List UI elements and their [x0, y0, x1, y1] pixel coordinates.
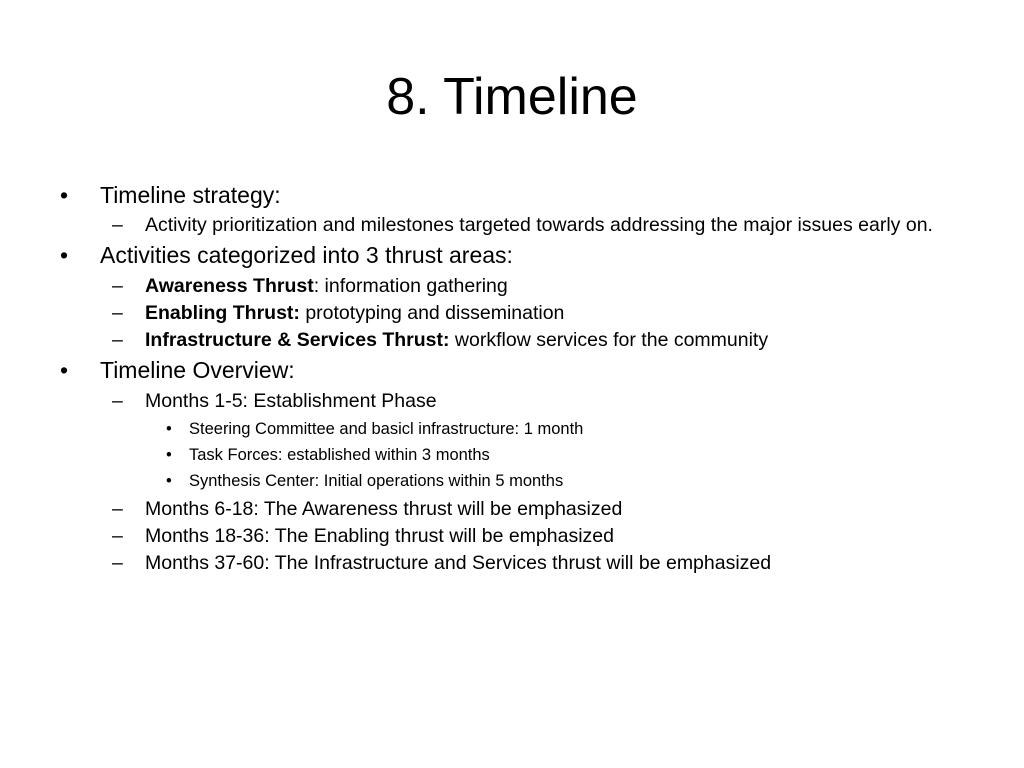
bullet-item	[60, 180, 960, 211]
bullet-icon: •	[60, 357, 69, 383]
bullet-icon: •	[166, 472, 172, 490]
sub-sub-bullet-item	[60, 442, 960, 468]
sub-sub-bullet-item	[60, 416, 960, 442]
sub-sub-bullet-text: Task Forces: established within 3 months	[189, 446, 490, 464]
sub-sub-bullet-item	[60, 468, 960, 494]
dash-icon: –	[112, 275, 123, 297]
bullet-text: Timeline strategy:	[100, 182, 281, 208]
slide-title: 8. Timeline	[386, 68, 638, 126]
sub-bullet-text: Months 6-18: The Awareness thrust will be emphasized	[145, 498, 623, 520]
thrust-name: Infrastructure & Services Thrust:	[145, 329, 450, 351]
thrust-description: prototyping and dissemination	[299, 302, 565, 324]
sub-bullet-text: Months 37-60: The Infrastructure and Services thrust will be emphasized	[145, 552, 772, 574]
dash-icon: –	[112, 390, 123, 412]
dash-icon: –	[112, 498, 123, 520]
sub-bullet-item	[60, 524, 960, 548]
bullet-icon: •	[166, 446, 172, 464]
sub-bullet-item	[60, 214, 960, 237]
sub-bullet-text: Months 18-36: The Enabling thrust will be emphasized	[145, 525, 614, 547]
bullet-icon: •	[60, 242, 69, 268]
sub-bullet-item	[60, 497, 960, 521]
thrust-description: workflow services for the community	[449, 329, 769, 351]
thrust-description: : information gathering	[313, 275, 508, 297]
bullet-icon: •	[60, 182, 69, 208]
slide-content	[60, 180, 960, 578]
sub-sub-bullet-text: Synthesis Center: Initial operations within 5 months	[189, 472, 564, 490]
sub-bullet-item	[60, 328, 960, 352]
bullet-item	[60, 240, 960, 271]
dash-icon: –	[112, 302, 123, 324]
bullet-text: Activities categorized into 3 thrust areas:	[100, 242, 513, 268]
dash-icon: –	[112, 552, 123, 574]
dash-icon: –	[112, 525, 123, 547]
dash-icon: –	[112, 214, 123, 236]
bullet-item	[60, 355, 960, 386]
sub-bullet-item	[60, 274, 960, 298]
thrust-name: Enabling Thrust:	[145, 302, 300, 324]
thrust-name: Awareness Thrust	[145, 275, 314, 297]
sub-bullet-item	[60, 551, 960, 575]
sub-bullet-item	[60, 389, 960, 413]
bullet-text: Timeline Overview:	[100, 357, 295, 383]
sub-bullet-text: Months 1-5: Establishment Phase	[145, 390, 437, 412]
sub-bullet-text: Activity prioritization and milestones targeted towards addressing the major issues early on.	[145, 214, 933, 236]
bullet-icon: •	[166, 420, 172, 438]
dash-icon: –	[112, 329, 123, 351]
sub-bullet-item	[60, 301, 960, 325]
sub-sub-bullet-text: Steering Committee and basicl infrastructure: 1 month	[189, 420, 584, 438]
